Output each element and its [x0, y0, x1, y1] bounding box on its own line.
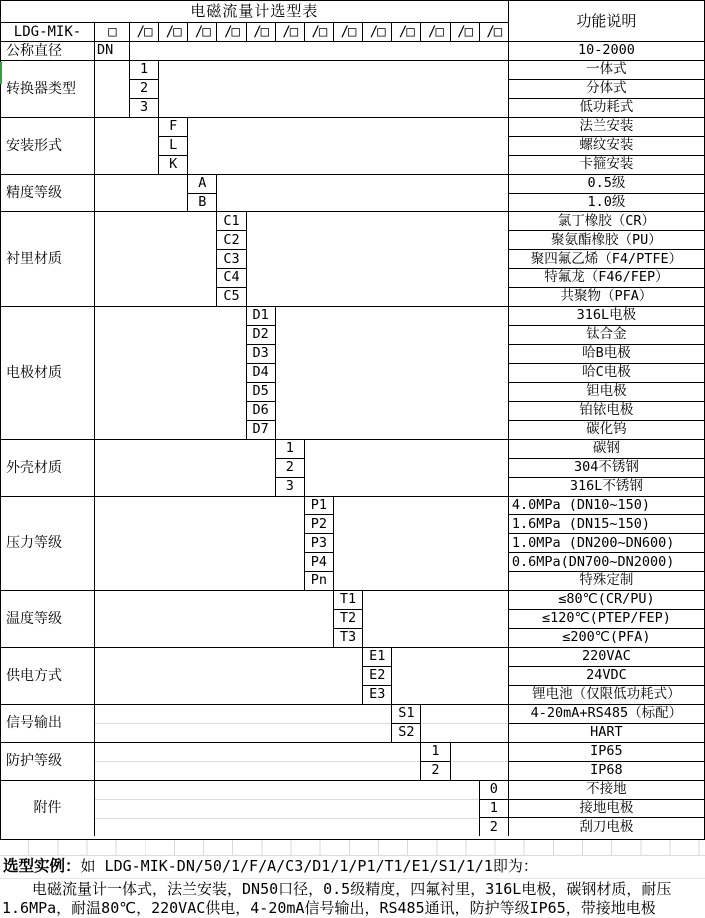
empty-span [275, 306, 508, 439]
code-cell: F [158, 117, 187, 136]
code-cell: C3 [216, 249, 245, 268]
empty-span [216, 174, 507, 212]
desc-cell: 1.6MPa (DN15~150) [508, 514, 704, 533]
code-cell: D3 [246, 344, 275, 363]
code-cell: K [158, 155, 187, 174]
empty-span [158, 60, 508, 117]
code-cell: P1 [304, 496, 333, 515]
code-cell: D4 [246, 363, 275, 382]
code-cell: D5 [246, 382, 275, 401]
code-cell: D2 [246, 325, 275, 344]
desc-cell: 24VDC [508, 666, 704, 685]
empty-span [94, 117, 158, 174]
desc-cell: 10-2000 [508, 41, 704, 60]
code-cell: C5 [216, 287, 245, 306]
green-artifact-mark [0, 62, 2, 84]
desc-cell: 碳钢 [508, 439, 704, 458]
table-title: 电磁流量计选型表 [190, 2, 319, 20]
code-cell: E3 [362, 685, 391, 704]
section-label-power-supply: 供电方式 [1, 647, 94, 704]
desc-cell: 钛合金 [508, 325, 704, 344]
desc-cell: 1.0MPa (DN200~DN600) [508, 533, 704, 552]
code-cell: D1 [246, 306, 275, 325]
empty-span [94, 439, 275, 496]
empty-span [362, 590, 508, 647]
empty-span [94, 211, 216, 306]
empty-span [333, 496, 508, 591]
desc-cell: 特殊定制 [508, 571, 704, 590]
code-cell: T2 [333, 609, 362, 628]
desc-cell: 碳化钨 [508, 420, 704, 439]
section-label-accuracy-class: 精度等级 [1, 174, 94, 212]
empty-span [94, 590, 333, 647]
empty-span [129, 41, 508, 60]
desc-cell: 4-20mA+RS485（标配） [508, 704, 704, 723]
desc-cell: 316L不锈钢 [508, 477, 704, 496]
code-cell: 1 [129, 60, 158, 79]
empty-span [187, 117, 508, 174]
section-label-diameter: 公称直径 [1, 41, 94, 60]
code-cell: D6 [246, 401, 275, 420]
section-label-lining-material: 衬里材质 [1, 211, 94, 306]
code-slot: /□ [129, 22, 158, 41]
spreadsheet-gridline-strip [0, 840, 705, 856]
desc-cell: ≤80℃(CR/PU) [508, 590, 704, 609]
desc-cell: 一体式 [508, 60, 704, 79]
code-slot: /□ [420, 22, 449, 41]
empty-span [420, 704, 507, 742]
code-cell: P4 [304, 552, 333, 571]
desc-cell: 0.5级 [508, 174, 704, 193]
desc-cell: 分体式 [508, 79, 704, 98]
empty-span [304, 439, 508, 496]
footer-notes [0, 856, 705, 918]
section-label-converter-type: 转换器类型 [1, 60, 94, 117]
desc-cell: 不接地 [508, 780, 704, 799]
section-label-protection-rating: 防护等级 [1, 742, 94, 780]
code-cell: DN [94, 41, 129, 60]
desc-cell: 螺纹安装 [508, 136, 704, 155]
code-slot: /□ [246, 22, 275, 41]
desc-cell: ≤120℃(PTEP/FEP) [508, 609, 704, 628]
desc-cell: 锂电池（仅限低功耗式） [508, 685, 704, 704]
section-label-signal-output: 信号输出 [1, 704, 94, 742]
code-cell: T1 [333, 590, 362, 609]
section-label-installation-type: 安装形式 [1, 117, 94, 174]
code-cell: L [158, 136, 187, 155]
desc-cell: 304不锈钢 [508, 458, 704, 477]
empty-span [246, 211, 508, 306]
code-cell: E2 [362, 666, 391, 685]
desc-cell: 共聚物（PFA） [508, 287, 704, 306]
code-slot: /□ [333, 22, 362, 41]
desc-cell: 1.0级 [508, 193, 704, 212]
selection-example-description: 电磁流量计一体式，法兰安装，DN50口径，0.5级精度，四氟衬里，316L电极，碳钢材质，耐压1.6MPa，耐温80℃，220VAC供电，4-20mA信号输出，RS485通讯，防护等级IP65，带接地电极 [2, 880, 672, 917]
desc-cell: 哈C电极 [508, 363, 704, 382]
desc-cell: 铂铱电极 [508, 401, 704, 420]
desc-cell: 接地电极 [508, 799, 704, 818]
desc-cell: 316L电极 [508, 306, 704, 325]
code-slot: /□ [362, 22, 391, 41]
code-cell: 1 [479, 799, 508, 818]
selection-example-label: 选型实例： [3, 857, 81, 875]
section-label-housing-material: 外壳材质 [1, 439, 94, 496]
code-cell: 1 [275, 439, 304, 458]
section-label-pressure-rating: 压力等级 [1, 496, 94, 591]
code-cell: E1 [362, 647, 391, 666]
code-cell: Pn [304, 571, 333, 590]
code-cell: P2 [304, 514, 333, 533]
code-slot: /□ [158, 22, 187, 41]
code-slot: /□ [304, 22, 333, 41]
code-slot: /□ [275, 22, 304, 41]
code-slot: /□ [450, 22, 479, 41]
empty-span [94, 704, 391, 742]
code-cell: 2 [129, 79, 158, 98]
empty-span [94, 647, 362, 704]
section-label-temperature-rating: 温度等级 [1, 590, 94, 647]
desc-cell: 特氟龙（F46/FEP） [508, 268, 704, 287]
desc-cell: ≤200℃(PFA) [508, 628, 704, 647]
desc-cell: 钽电极 [508, 382, 704, 401]
function-description-header: 功能说明 [508, 1, 704, 41]
code-cell: S1 [391, 704, 420, 723]
empty-span [450, 742, 508, 780]
desc-cell: 4.0MPa (DN10~150) [508, 496, 704, 515]
code-cell: 3 [129, 98, 158, 117]
desc-cell: 聚四氟乙烯（F4/PTFE） [508, 249, 704, 268]
code-cell: T3 [333, 628, 362, 647]
code-cell: S2 [391, 723, 420, 742]
code-slot: /□ [216, 22, 245, 41]
desc-cell: 卡箍安装 [508, 155, 704, 174]
empty-span [94, 174, 187, 212]
code-cell: D7 [246, 420, 275, 439]
desc-cell: 聚氨酯橡胶（PU） [508, 230, 704, 249]
section-label-electrode-material: 电极材质 [1, 306, 94, 439]
desc-cell: 220VAC [508, 647, 704, 666]
code-box: □ [94, 22, 129, 41]
desc-cell: IP68 [508, 761, 704, 780]
code-cell: P3 [304, 533, 333, 552]
empty-span [94, 60, 129, 117]
empty-span [94, 742, 420, 780]
selection-example-code: 如 LDG-MIK-DN/50/1/F/A/C3/D1/1/P1/T1/E1/S1/1/1即为： [80, 857, 538, 875]
code-cell: 0 [479, 780, 508, 799]
code-cell: 2 [479, 817, 508, 836]
desc-cell: 刮刀电极 [508, 817, 704, 836]
code-cell: B [187, 193, 216, 212]
desc-cell: HART [508, 723, 704, 742]
empty-span [391, 647, 508, 704]
code-cell: 2 [420, 761, 449, 780]
section-label-accessories: 附件 [1, 780, 94, 837]
desc-cell: 低功耗式 [508, 98, 704, 117]
code-cell: 1 [420, 742, 449, 761]
desc-cell: IP65 [508, 742, 704, 761]
code-cell: A [187, 174, 216, 193]
desc-cell: 法兰安装 [508, 117, 704, 136]
empty-span [94, 306, 246, 439]
code-cell: 2 [275, 458, 304, 477]
desc-cell: 哈B电极 [508, 344, 704, 363]
code-slot: /□ [391, 22, 420, 41]
code-slot: /□ [479, 22, 508, 41]
code-slot: /□ [187, 22, 216, 41]
code-cell: 3 [275, 477, 304, 496]
desc-cell: 氯丁橡胶（CR） [508, 211, 704, 230]
model-prefix: LDG-MIK- [1, 22, 94, 41]
code-cell: C2 [216, 230, 245, 249]
empty-span [94, 780, 479, 837]
code-cell: C4 [216, 268, 245, 287]
code-cell: C1 [216, 211, 245, 230]
desc-cell: 0.6MPa(DN700~DN2000) [508, 552, 704, 571]
selection-example-line [0, 856, 705, 879]
empty-span [94, 496, 304, 591]
